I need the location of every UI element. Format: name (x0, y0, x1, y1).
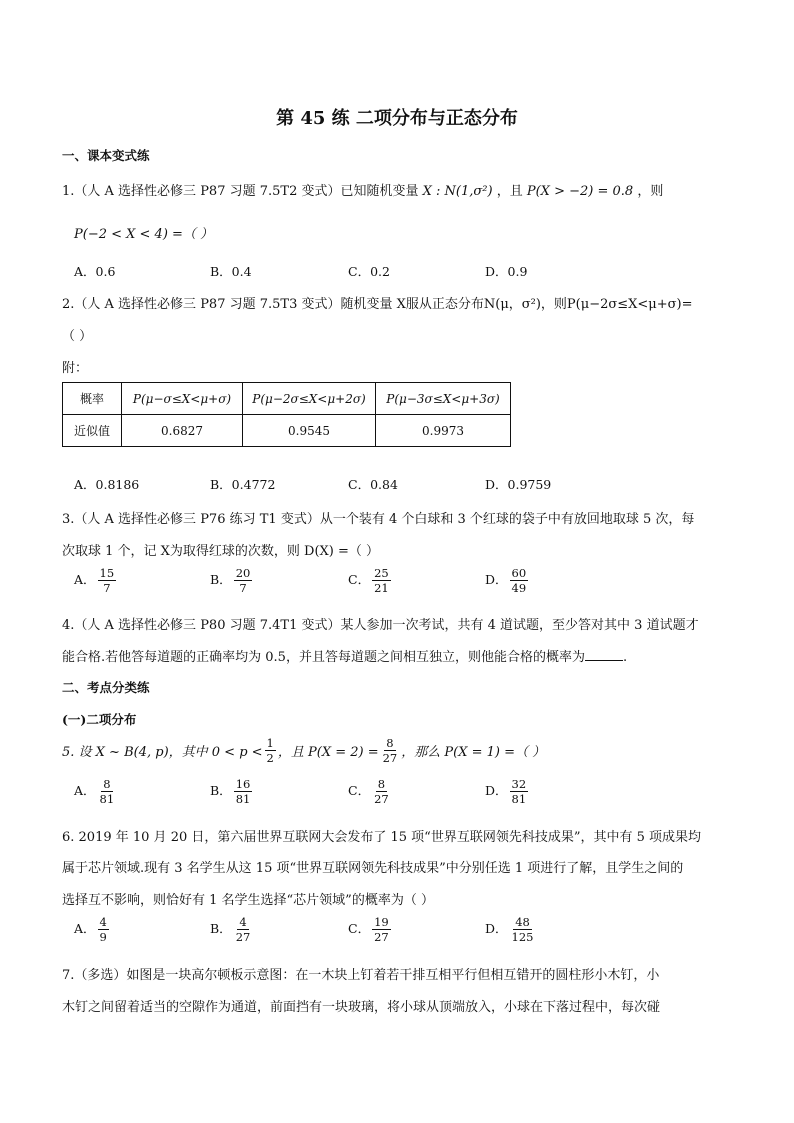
q3-option-a (74, 566, 118, 595)
option-label: A． (74, 783, 96, 798)
q6-line1: 6. 2019 年 10 月 20 日，第六届世界互联网大会发布了 15 项“世界互联网领先科技成果”，其中有 5 项成果均 (62, 830, 702, 845)
numerator: 4 (239, 915, 247, 929)
q6-option-b (210, 915, 254, 944)
table-row (63, 415, 511, 447)
denominator: 81 (235, 792, 251, 806)
q2-option-a: A．0.8186 (74, 477, 140, 492)
fraction (98, 566, 117, 595)
table-header-cell: P(μ−3σ≤X<μ+3σ) (376, 383, 511, 415)
option-label: B． (210, 783, 232, 798)
fraction (98, 915, 109, 944)
fraction (265, 736, 276, 765)
q5-text-a: 5. 设 X ~ B(4, p)，其中 0 < p < (62, 745, 263, 760)
q3-option-b (210, 566, 254, 595)
fraction (372, 915, 391, 944)
subsection-heading: (一)二项分布 (62, 712, 137, 727)
q5-option-b (210, 777, 254, 806)
denominator: 7 (103, 581, 111, 595)
numerator: 32 (511, 777, 527, 791)
q2-line1: 2.（人 A 选择性必修三 P87 习题 7.5T3 变式）随机变量 X服从正态分布N(μ，σ²)，则P(μ−2σ≤X<μ+σ)= (62, 297, 693, 312)
q2-option-d: D．0.9759 (485, 477, 552, 492)
fraction (234, 566, 253, 595)
question-5 (62, 736, 545, 765)
numerator: 8 (103, 777, 111, 791)
fraction (510, 566, 529, 595)
option-label: B． (210, 921, 232, 936)
page-title: 第 45 练 二项分布与正态分布 (276, 108, 518, 129)
q1-option-b: B．0.4 (210, 264, 252, 279)
q1-option-d: D．0.9 (485, 264, 528, 279)
numerator: 48 (515, 915, 530, 929)
table-header-cell: P(μ−2σ≤X<μ+2σ) (243, 383, 376, 415)
q6-option-d (485, 915, 537, 944)
q4-end: . (622, 650, 628, 665)
numerator: 16 (235, 777, 251, 791)
q5-text-c: ，那么 P(X = 1) =（ ） (401, 745, 546, 760)
denominator: 21 (374, 581, 389, 595)
table-row (63, 383, 511, 415)
q3-line1: 3.（人 A 选择性必修三 P76 练习 T1 变式）从一个装有 4 个白球和 3 个红球的袋子中有放回地取球 5 次，每 (62, 512, 695, 527)
q5-option-a (74, 777, 118, 806)
option-label: A． (74, 921, 96, 936)
q4-line2 (62, 646, 627, 665)
q6-option-a (74, 915, 111, 944)
q7-line1: 7.（多选）如图是一块高尔顿板示意图：在一木块上钉着若干排互相平行但相互错开的圆柱形小木钉，小 (62, 968, 660, 983)
option-label: C． (348, 572, 371, 587)
option-label: C． (348, 783, 371, 798)
table-header-cell: 概率 (63, 383, 122, 415)
q3-option-d (485, 566, 530, 595)
denominator: 27 (235, 930, 251, 944)
option-label: A． (74, 572, 96, 587)
fraction (381, 736, 400, 765)
fraction (510, 915, 536, 944)
q5-text-b: ，且 P(X = 2) = (277, 745, 379, 760)
numerator: 60 (511, 566, 527, 580)
q7-line2: 木钉之间留着适当的空隙作为通道，前面挡有一块玻璃，将小球从顶端放入，小球在下落过程中，每次碰 (62, 1000, 661, 1015)
q1-option-a: A．0.6 (74, 264, 116, 279)
q5-option-c (348, 777, 393, 806)
numerator: 20 (235, 566, 251, 580)
denominator: 27 (374, 930, 389, 944)
denominator: 81 (99, 792, 115, 806)
q1-text: 1.（人 A 选择性必修三 P87 习题 7.5T2 变式）已知随机变量 (62, 184, 419, 199)
question-1 (62, 180, 663, 199)
numerator: 19 (374, 915, 389, 929)
q3-line2: 次取球 1 个，记 X为取得红球的次数，则 D(X) =（ ） (62, 544, 380, 559)
q1-distribution: X : N(1,σ²) (422, 184, 493, 199)
q3-option-c (348, 566, 393, 595)
option-label: B． (210, 572, 232, 587)
q4-line1: 4.（人 A 选择性必修三 P80 习题 7.4T1 变式）某人参加一次考试，共有 4 道试题，至少答对其中 3 道试题才 (62, 618, 699, 633)
denominator: 9 (99, 930, 107, 944)
section-heading-2: 二、考点分类练 (62, 680, 150, 695)
denominator: 27 (382, 751, 398, 765)
q2-note: 附： (62, 361, 89, 376)
table-cell: 0.9545 (243, 415, 376, 447)
q6-line2: 属于芯片领域.现有 3 名学生从这 15 项“世界互联网领先科技成果”中分别任选 1 项进行了解，且学生之间的 (62, 861, 684, 876)
numerator: 4 (99, 915, 107, 929)
q6-option-c (348, 915, 393, 944)
section-heading-1: 一、课本变式练 (62, 148, 150, 163)
option-label: C． (348, 921, 371, 936)
q1-line2: P(−2 < X < 4) =（ ） (74, 227, 214, 242)
denominator: 27 (374, 792, 389, 806)
fraction (98, 777, 117, 806)
denominator: 2 (266, 751, 274, 765)
table-cell: 近似值 (63, 415, 122, 447)
fraction (372, 777, 391, 806)
option-label: D． (485, 921, 508, 936)
option-label: D． (485, 572, 508, 587)
q6-line3: 选择互不影响，则恰好有 1 名学生选择“芯片领域”的概率为（ ） (62, 893, 434, 908)
denominator: 125 (511, 930, 534, 944)
q1-then: ，则 (637, 184, 664, 199)
fraction (372, 566, 391, 595)
numerator: 1 (266, 736, 274, 750)
q2-line2: （ ） (62, 329, 93, 344)
denominator: 49 (511, 581, 527, 595)
numerator: 15 (99, 566, 115, 580)
fraction (510, 777, 529, 806)
denominator: 7 (239, 581, 247, 595)
numerator: 8 (377, 777, 386, 791)
denominator: 81 (511, 792, 527, 806)
q1-cond-prefix: ，且 (496, 184, 523, 199)
q2-option-c: C．0.84 (348, 477, 398, 492)
q1-option-c: C．0.2 (348, 264, 390, 279)
fraction (234, 777, 253, 806)
q2-option-b: B．0.4772 (210, 477, 276, 492)
q4-text: 能合格.若他答每道题的正确率均为 0.5，并且答每道题之间相互独立，则他能合格的概率为 (62, 650, 585, 665)
answer-blank[interactable] (585, 648, 623, 661)
q5-option-d (485, 777, 530, 806)
q1-condition: P(X > −2) = 0.8 (526, 184, 634, 199)
numerator: 25 (374, 566, 389, 580)
table-cell: 0.9973 (376, 415, 511, 447)
table-header-cell: P(μ−σ≤X<μ+σ) (122, 383, 243, 415)
option-label: D． (485, 783, 508, 798)
fraction (234, 915, 253, 944)
table-cell: 0.6827 (122, 415, 243, 447)
reference-table (62, 382, 511, 447)
numerator: 8 (386, 736, 394, 750)
